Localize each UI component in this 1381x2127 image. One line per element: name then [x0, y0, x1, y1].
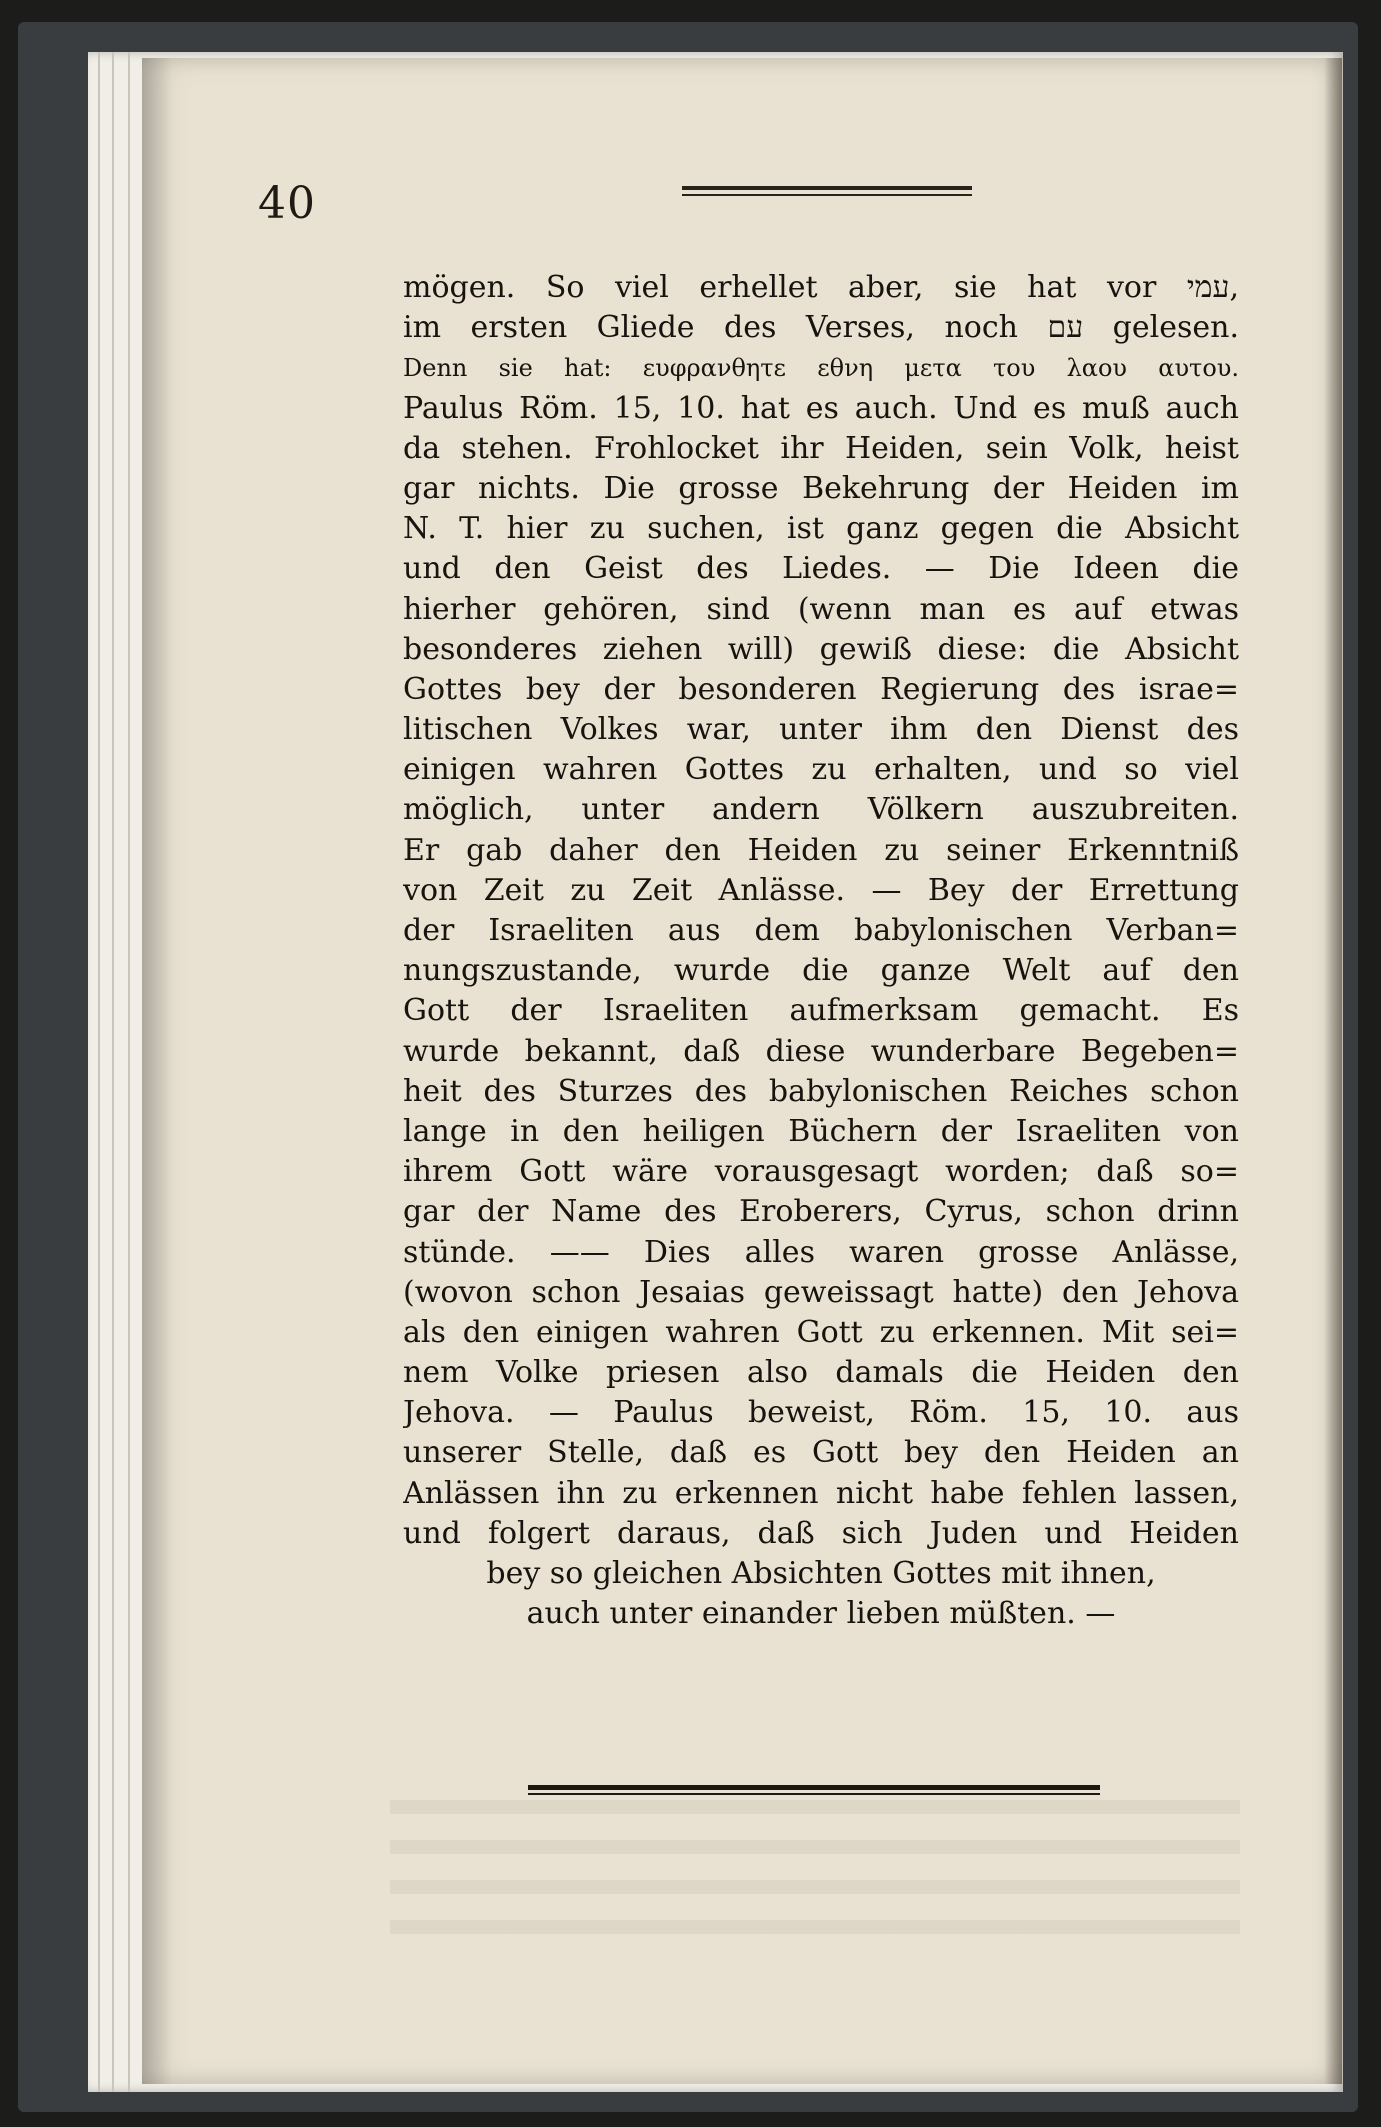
text-line: gar der Name des Eroberers, Cyrus, schon drinn	[403, 1194, 1239, 1230]
page-number: 40	[258, 178, 316, 229]
text-line: auch unter einander lieben müßten. —	[526, 1596, 1116, 1632]
text-line: Er gab daher den Heiden zu seiner Erkenntniß	[403, 832, 1239, 868]
text-line: (wovon schon Jesaias geweissagt hatte) den Jehova	[403, 1274, 1239, 1310]
text-line: hierher gehören, sind (wenn man es auf etwas	[403, 591, 1239, 627]
text-line: nem Volke priesen also damals die Heiden den	[403, 1355, 1239, 1391]
text-line: der Israeliten aus dem babylonischen Verban=	[403, 913, 1239, 948]
text-line: mögen. So viel erhellet aber, sie hat vor עמי,	[403, 270, 1239, 305]
text-line: gar nichts. Die grosse Bekehrung der Heiden im	[403, 470, 1239, 506]
text-line: Anlässen ihn zu erkennen nicht habe fehlen lassen,	[403, 1475, 1239, 1511]
text-line: einigen wahren Gottes zu erhalten, und so viel	[403, 752, 1239, 788]
text-line: N. T. hier zu suchen, ist ganz gegen die Absicht	[403, 511, 1239, 547]
text-line: Gottes bey der besonderen Regierung des israe=	[403, 671, 1239, 707]
text-line: besonderes ziehen will) gewiß diese: die Absicht	[403, 631, 1239, 667]
text-line: heit des Sturzes des babylonischen Reiches schon	[403, 1073, 1239, 1109]
text-line: bey so gleichen Absichten Gottes mit ihnen,	[486, 1556, 1156, 1591]
text-line: und folgert daraus, daß sich Juden und Heiden	[403, 1515, 1239, 1551]
text-line: stünde. —— Dies alles waren grosse Anlässe,	[403, 1234, 1239, 1270]
page-edge-shadow	[1324, 58, 1342, 2084]
text-line: von Zeit zu Zeit Anlässe. — Bey der Errettung	[403, 872, 1239, 908]
page-edge	[98, 52, 100, 2092]
page-edge	[128, 52, 130, 2092]
text-line: wurde bekannt, daß diese wunderbare Begeben=	[403, 1033, 1239, 1069]
bleed-through	[390, 1800, 1240, 1960]
text-line: ihrem Gott wäre vorausgesagt worden; daß so=	[403, 1154, 1239, 1190]
text-line: da stehen. Frohlocket ihr Heiden, sein Volk, heist	[403, 430, 1239, 466]
text-line: Gott der Israeliten aufmerksam gemacht. Es	[403, 993, 1239, 1029]
text-line: und den Geist des Liedes. — Die Ideen die	[403, 551, 1239, 587]
header-rule-thin	[682, 194, 972, 196]
text-line: im ersten Gliede des Verses, noch עם gelesen.	[403, 310, 1239, 346]
text-line: Paulus Röm. 15, 10. hat es auch. Und es muß auch	[403, 390, 1239, 426]
text-line: als den einigen wahren Gott zu erkennen. Mit sei=	[403, 1314, 1239, 1350]
text-line: nungszustande, wurde die ganze Welt auf den	[403, 953, 1239, 989]
text-line: unserer Stelle, daß es Gott bey den Heiden an	[403, 1435, 1239, 1471]
body-text	[403, 268, 1239, 1634]
footer-rule-thin	[528, 1793, 1100, 1795]
text-line: möglich, unter andern Völkern auszubreiten.	[403, 792, 1239, 828]
text-line: lange in den heiligen Büchern der Israeliten von	[403, 1113, 1239, 1149]
gutter-shadow	[142, 58, 172, 2084]
page-edge	[112, 52, 114, 2092]
text-line: Jehova. — Paulus beweist, Röm. 15, 10. aus	[403, 1395, 1239, 1431]
footer-rule	[528, 1785, 1100, 1790]
header-rule	[682, 186, 972, 190]
text-line: Denn sie hat: ευφρανθητε εθνη μετα του λαου αυτου.	[403, 354, 1239, 383]
text-line: litischen Volkes war, unter ihm den Dienst des	[403, 712, 1239, 748]
